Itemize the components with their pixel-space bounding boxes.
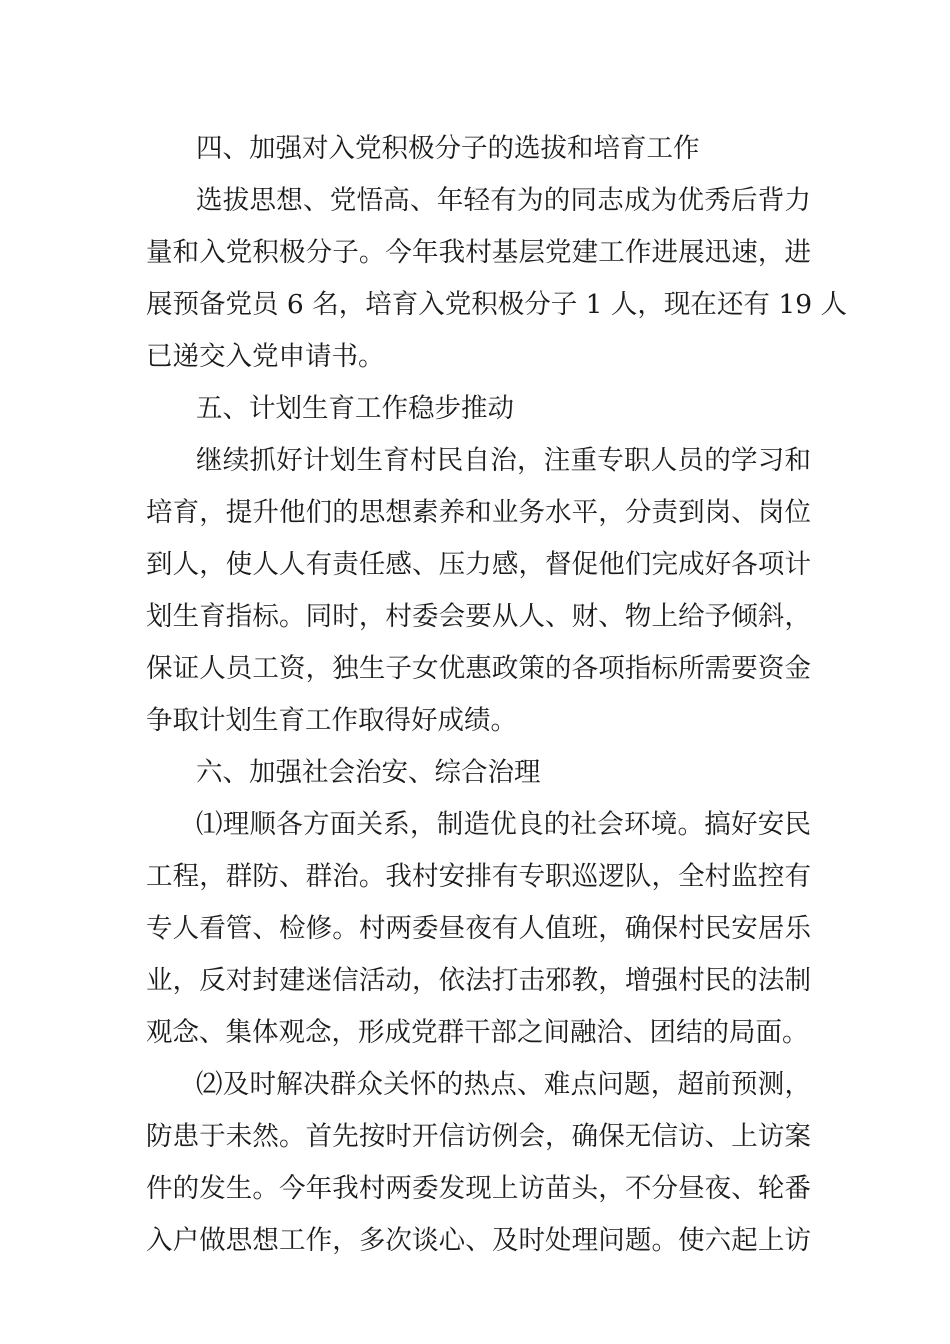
paragraph-line: 防患于未然。首先按时开信访例会，确保无信访、上访案 <box>146 1121 811 1152</box>
paragraph-line: 到人，使人人有责任感、压力感，督促他们完成好各项计 <box>146 549 811 580</box>
paragraph-line: 专人看管、检修。村两委昼夜有人值班，确保村民安居乐 <box>146 913 811 944</box>
paragraph-line: 继续抓好计划生育村民自治，注重专职人员的学习和 <box>196 445 811 476</box>
paragraph-line: 培育，提升他们的思想素养和业务水平，分责到岗、岗位 <box>146 497 811 528</box>
heading-section-6: 六、加强社会治安、综合治理 <box>196 757 541 788</box>
paragraph-line: 观念、集体观念，形成党群干部之间融洽、团结的局面。 <box>146 1017 809 1048</box>
paragraph-line: 已递交入党申请书。 <box>146 341 385 372</box>
paragraph-line: 划生育指标。同时，村委会要从人、财、物上给予倾斜， <box>146 601 811 632</box>
heading-section-5: 五、计划生育工作稳步推动 <box>196 393 514 424</box>
paragraph-line: 入户做思想工作，多次谈心、及时处理问题。使六起上访 <box>146 1225 811 1256</box>
paragraph-line: 选拔思想、党悟高、年轻有为的同志成为优秀后背力 <box>196 185 811 216</box>
paragraph-line: ⑵及时解决群众关怀的热点、难点问题，超前预测， <box>196 1069 811 1100</box>
paragraph-line: 展预备党员 6 名，培育入党积极分子 1 人，现在还有 19 人 <box>146 289 847 320</box>
paragraph-line: 业，反对封建迷信活动，依法打击邪教，增强村民的法制 <box>146 965 811 996</box>
paragraph-line: 量和入党积极分子。今年我村基层党建工作进展迅速，进 <box>146 237 811 268</box>
paragraph-line: ⑴理顺各方面关系，制造优良的社会环境。搞好安民 <box>196 809 811 840</box>
paragraph-line: 工程，群防、群治。我村安排有专职巡逻队，全村监控有 <box>146 861 811 892</box>
paragraph-line: 件的发生。今年我村两委发现上访苗头，不分昼夜、轮番 <box>146 1173 811 1204</box>
paragraph-line: 争取计划生育工作取得好成绩。 <box>146 705 517 736</box>
heading-section-4: 四、加强对入党积极分子的选拔和培育工作 <box>196 133 700 164</box>
paragraph-line: 保证人员工资，独生子女优惠政策的各项指标所需要资金 <box>146 653 811 684</box>
